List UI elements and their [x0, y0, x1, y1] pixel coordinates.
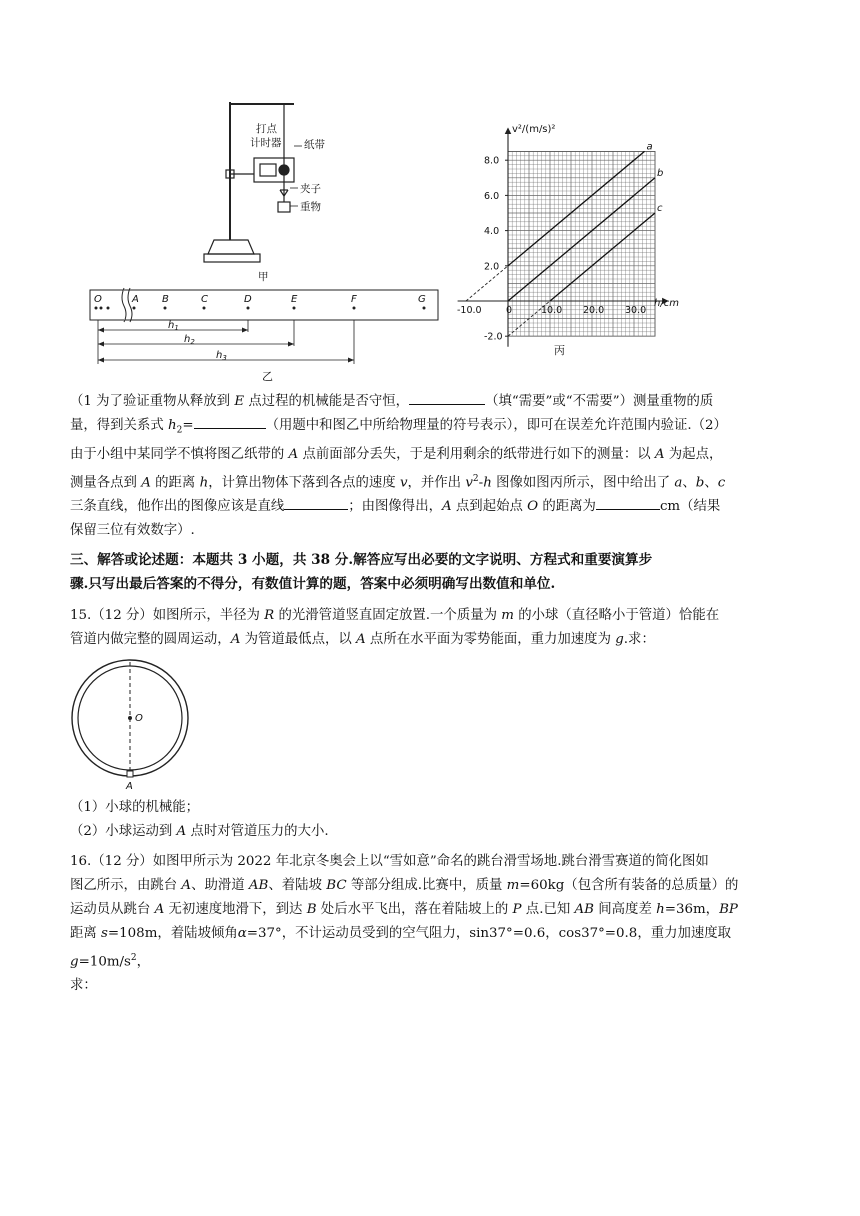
label-clip: 夹子	[300, 183, 321, 195]
q14-line-6: 保留三位有效数字）.	[70, 523, 195, 539]
label-A: A	[126, 781, 133, 792]
label-O: O	[135, 713, 143, 724]
section-3-heading: 三、解答或论述题：本题共 3 小题，共 38 分.解答应写出必要的文字说明、方程式和重要演算步 骤.只写出最后答案的不得分，有数值计算的题，答案中必须明确写出数值和单位.	[70, 552, 653, 592]
chart-x-axis-label: h/cm	[654, 298, 679, 309]
tape-point-A: A	[132, 294, 139, 305]
figure-bing-chart	[440, 118, 690, 364]
q15-text: 15.（12 分）如图所示，半径为 R 的光滑管道竖直固定放置.一个质量为 m 的小球（直径略小于管道）恰能在 管道内做完整的圆周运动，A 为管道最低点，以 A 点所在水平面为零势能面，重力加速度为 g.求：	[70, 608, 720, 647]
caption-jia: 甲	[258, 271, 269, 283]
q14-text	[70, 390, 796, 543]
chart-y-axis-label: v²/(m/s)²	[512, 124, 556, 135]
q14-line-4: 测量各点到 A 的距离 h，计算出物体下落到各点的速度 v，并作出 $v^2-h$ 图像如图丙所示，图中给出了 a、b、c	[70, 473, 726, 491]
chart-ticks	[457, 156, 646, 343]
label-weight: 重物	[300, 201, 321, 213]
series-label-b: b	[657, 167, 664, 179]
y-tick-label: 8.0	[484, 155, 500, 167]
figure-yi-tape	[86, 284, 446, 384]
q15-sub-1: （1）小球的机械能；	[70, 800, 200, 815]
series-label-a: a	[646, 141, 653, 153]
y-tick-label: -2.0	[484, 331, 503, 343]
y-tick-label: 6.0	[484, 190, 500, 202]
x-tick-label: -10.0	[457, 305, 482, 316]
y-tick-label: 4.0	[484, 226, 500, 238]
q14-line-5: 三条直线，他作出的图像应该是直线 ；由图像得出，A 点到起始点 O 的距离为 cm（结果	[70, 495, 796, 519]
tape-point-G: G	[418, 294, 426, 305]
tape-point-C: C	[201, 294, 208, 305]
answer-blank-3[interactable]	[284, 495, 348, 510]
answer-blank-4[interactable]	[596, 495, 660, 510]
answer-blank-1[interactable]	[409, 390, 485, 405]
svg-text:h2: $h_2$	[184, 334, 195, 346]
q15-sub-2: （2）小球运动到 A 点时对管道压力的大小.	[70, 824, 329, 839]
label-h2: h	[184, 334, 191, 345]
tape-point-E: E	[291, 294, 298, 305]
label-timer-1: 打点	[256, 123, 277, 135]
tape-point-D: D	[244, 294, 252, 305]
tape-point-O: O	[94, 294, 102, 305]
x-tick-label: 10.0	[541, 305, 563, 316]
x-tick-label: 30.0	[625, 305, 647, 316]
svg-text:h1: $h_1$	[168, 320, 179, 332]
q15-subquestions	[70, 796, 796, 844]
figure-jia-apparatus	[200, 98, 340, 284]
q14-line-1: （1 为了验证重物从释放到 E 点过程的机械能是否守恒， （填“需要”或“不需要”）测量重物的质	[70, 390, 796, 414]
tape-point-F: F	[351, 294, 357, 305]
caption-yi: 乙	[262, 370, 273, 383]
tape-point-B: B	[162, 294, 169, 305]
label-tape: 纸带	[304, 139, 325, 151]
caption-bing: 丙	[554, 344, 565, 357]
q14-line-3: 由于小组中某同学不慎将图乙纸带的 A 点前面部分丢失，于是利用剩余的纸带进行如下的测量：以 A 为起点，	[70, 446, 723, 462]
series-label-c: c	[657, 203, 663, 214]
label-timer-2: 计时器	[250, 137, 282, 149]
label-h1: h	[168, 320, 175, 331]
q16-text: 16.（12 分）如图甲所示为 2022 年北京冬奥会上以“雪如意”命名的跳台滑雪场地.跳台滑雪赛道的简化图如 图乙所示，由跳台 A、助滑道 AB、着陆坡 BC 等部分组成.比赛中，质量 m=60kg（包含所有装备的总质量）的 运动员从跳台 A 无初速度地滑下，到达 B 处后水平飞出，落在着陆坡上的 P 点.已知 AB 间高度差 h=36m，BP 距离 s=108m，着陆坡倾角α=37°，不计运动员受到的空气阻力，sin37°=0.6，cos37°=0.8，重力加速度取 $g=10m/s^2$， 求：	[70, 854, 739, 994]
chart-series	[508, 141, 663, 301]
x-tick-label: 20.0	[583, 305, 605, 316]
q14-line-2: 量，得到关系式 $h_2=$ （用题中和图乙中所给物理量的符号表示），即可在误差允许范围内验证.（2）	[70, 414, 796, 443]
y-tick-label: 2.0	[484, 261, 500, 273]
x-tick-label: 0	[506, 305, 513, 316]
label-h3: h	[216, 350, 223, 361]
answer-blank-2[interactable]	[194, 414, 266, 429]
figure-q15-circle	[68, 658, 196, 792]
svg-text:h3: $h_3$	[216, 350, 227, 362]
